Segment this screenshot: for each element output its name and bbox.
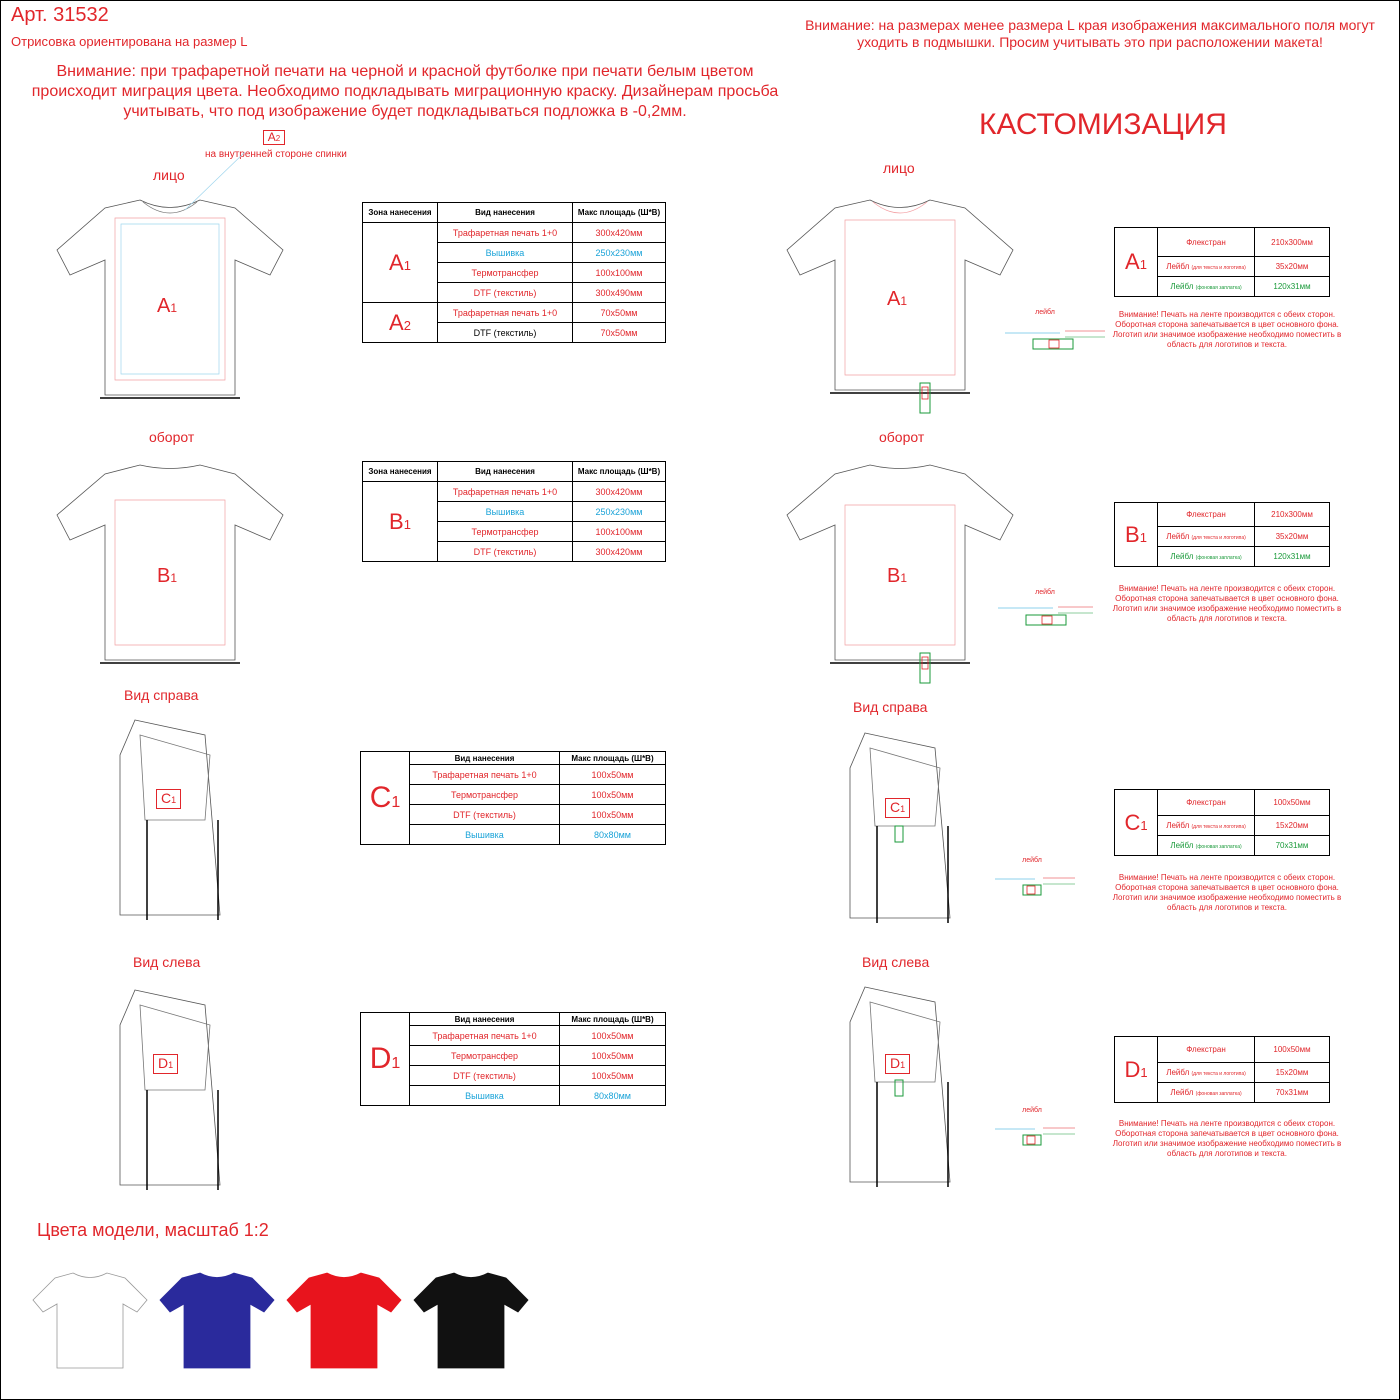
area-cell: 100х50мм [560, 1026, 666, 1046]
area-cell: 300х420мм [573, 223, 666, 243]
method-cell: DTF (текстиль) [438, 323, 573, 343]
a2-marker: A2 [263, 130, 285, 145]
zone-b1-cell: B1 [363, 482, 438, 562]
header-method: Вид нанесения [438, 203, 573, 223]
table-header-row [363, 462, 666, 482]
custom-zone-c1-marker: C1 [885, 798, 910, 818]
area-cell: 100х100мм [573, 522, 666, 542]
table-zone-d [360, 1012, 666, 1106]
table-row [363, 223, 666, 243]
area-cell: 120х31мм [1255, 547, 1330, 567]
method-cell: DTF (текстиль) [438, 283, 573, 303]
label-caption: лейбл [1022, 1107, 1042, 1114]
size-note: Отрисовка ориентирована на размер L [11, 34, 248, 49]
colors-title: Цвета модели, масштаб 1:2 [37, 1220, 269, 1240]
left-side-drawing [115, 985, 225, 1195]
method-cell: Вышивка [438, 243, 573, 263]
area-cell: 300х420мм [573, 542, 666, 562]
area-cell: 100х50мм [560, 805, 666, 825]
custom-table-b [1114, 502, 1330, 567]
custom-table-c [1114, 789, 1330, 856]
right-side-drawing [115, 715, 225, 925]
label-diagram [995, 873, 1080, 898]
area-cell: 100х100мм [573, 263, 666, 283]
zone-d1-cell: D1 [361, 1013, 410, 1106]
area-cell: 100х50мм [1255, 1037, 1330, 1063]
method-cell: Трафаретная печать 1+0 [410, 765, 560, 785]
custom-note: Внимание! Печать на ленте производится с обеих сторон. Оборотная сторона запечатывается в цвет основного фона. Логотип или значимое изображение необходимо поместить в область для логотипов и текста. [1112, 310, 1342, 349]
method-cell: DTF (текстиль) [410, 805, 560, 825]
header-method: Вид нанесения [410, 1013, 560, 1026]
color-swatch-tshirt [33, 1270, 148, 1370]
right-view-label: Вид справа [124, 687, 199, 703]
method-cell: Трафаретная печать 1+0 [438, 303, 573, 323]
table-row [1115, 790, 1330, 816]
method-cell: Вышивка [410, 825, 560, 845]
method-cell: Трафаретная печать 1+0 [438, 223, 573, 243]
header-method: Вид нанесения [438, 462, 573, 482]
table-row [1115, 503, 1330, 527]
area-cell: 250х230мм [573, 502, 666, 522]
area-cell: 100х50мм [560, 1046, 666, 1066]
label-diagram [995, 1123, 1080, 1148]
zone-d1-marker: D1 [153, 1054, 178, 1074]
label-text-cell: Лейбл (для текста и логотипа) [1158, 527, 1255, 547]
area-cell: 100х50мм [1255, 790, 1330, 816]
header-zone: Зона нанесения [363, 203, 438, 223]
label-text-cell: Лейбл (для текста и логотипа) [1158, 816, 1255, 836]
zone-b1-label: B1 [157, 565, 178, 587]
area-cell: 100х50мм [560, 785, 666, 805]
color-swatch-tshirt [414, 1270, 529, 1370]
area-cell: 15х20мм [1255, 1063, 1330, 1083]
flex-cell: Флекстран [1158, 228, 1255, 257]
custom-note: Внимание! Печать на ленте производится с обеих сторон. Оборотная сторона запечатывается в цвет основного фона. Логотип или значимое изображение необходимо поместить в область для логотипов и текста. [1112, 584, 1342, 623]
area-cell: 80х80мм [560, 1086, 666, 1106]
table-row [363, 482, 666, 502]
area-cell: 100х50мм [560, 765, 666, 785]
zone-a2-cell: A2 [363, 303, 438, 343]
method-cell: Термотрансфер [438, 263, 573, 283]
custom-note: Внимание! Печать на ленте производится с обеих сторон. Оборотная сторона запечатывается в цвет основного фона. Логотип или значимое изображение необходимо поместить в область для логотипов и текста. [1112, 1119, 1342, 1158]
header-zone: Зона нанесения [363, 462, 438, 482]
table-row [1115, 1037, 1330, 1063]
custom-zone-b1-label: B1 [887, 565, 908, 587]
header-area: Макс площадь (Ш*В) [560, 752, 666, 765]
zone-a1-cell: A1 [363, 223, 438, 303]
header-area: Макс площадь (Ш*В) [560, 1013, 666, 1026]
area-cell: 70х50мм [573, 323, 666, 343]
label-caption: лейбл [1022, 857, 1042, 864]
table-zone-b [362, 461, 666, 562]
area-cell: 15х20мм [1255, 816, 1330, 836]
area-cell: 300х490мм [573, 283, 666, 303]
method-cell: Трафаретная печать 1+0 [438, 482, 573, 502]
table-header-row [363, 203, 666, 223]
zone-c1-marker: C1 [156, 789, 181, 809]
front-view-label: лицо [153, 167, 185, 183]
label-caption: лейбл [1035, 589, 1055, 596]
article-number: Арт. 31532 [11, 4, 109, 26]
table-row [363, 303, 666, 323]
label-bg-cell: Лейбл (фоновая заплатка) [1158, 836, 1255, 856]
custom-table-a [1114, 227, 1330, 297]
zone-a1-label: A1 [157, 295, 178, 317]
area-cell: 35х20мм [1255, 257, 1330, 277]
custom-table-d [1114, 1036, 1330, 1103]
method-cell: DTF (текстиль) [438, 542, 573, 562]
color-swatch-tshirt [287, 1270, 402, 1370]
label-diagram [1005, 325, 1105, 355]
color-swatch-tshirt [160, 1270, 275, 1370]
a2-note: на внутренней стороне спинки [205, 149, 347, 160]
method-cell: Термотрансфер [410, 785, 560, 805]
label-text-cell: Лейбл (для текста и логотипа) [1158, 1063, 1255, 1083]
label-diagram [998, 603, 1098, 633]
table-row [1115, 228, 1330, 257]
method-cell: Трафаретная печать 1+0 [410, 1026, 560, 1046]
area-cell: 70х50мм [573, 303, 666, 323]
area-cell: 120х31мм [1255, 277, 1330, 297]
header-area: Макс площадь (Ш*В) [573, 203, 666, 223]
area-cell: 250х230мм [573, 243, 666, 263]
method-cell: Термотрансфер [438, 522, 573, 542]
custom-left-label: Вид слева [862, 954, 930, 970]
label-bg-cell: Лейбл (фоновая заплатка) [1158, 277, 1255, 297]
label-text-cell: Лейбл (для текста и логотипа) [1158, 257, 1255, 277]
custom-note: Внимание! Печать на ленте производится с обеих сторон. Оборотная сторона запечатывается в цвет основного фона. Логотип или значимое изображение необходимо поместить в область для логотипов и текста. [1112, 873, 1342, 912]
area-cell: 210х300мм [1255, 228, 1330, 257]
area-cell: 100х50мм [560, 1066, 666, 1086]
custom-zone-c1-cell: C1 [1115, 790, 1158, 856]
table-header-row [361, 752, 666, 765]
method-cell: Вышивка [438, 502, 573, 522]
custom-zone-d1-marker: D1 [885, 1054, 910, 1074]
header-area: Макс площадь (Ш*В) [573, 462, 666, 482]
custom-right-label: Вид справа [853, 699, 928, 715]
flex-cell: Флекстран [1158, 1037, 1255, 1063]
custom-zone-d1-cell: D1 [1115, 1037, 1158, 1103]
label-bg-cell: Лейбл (фоновая заплатка) [1158, 547, 1255, 567]
area-cell: 70х31мм [1255, 1083, 1330, 1103]
left-view-label: Вид слева [133, 954, 201, 970]
custom-front-label: лицо [883, 160, 915, 176]
custom-right-side [845, 728, 955, 933]
table-header-row [361, 1013, 666, 1026]
area-cell: 70х31мм [1255, 836, 1330, 856]
area-cell: 300х420мм [573, 482, 666, 502]
customization-title: КАСТОМИЗАЦИЯ [979, 108, 1227, 141]
back-view-label: оборот [149, 429, 195, 445]
custom-zone-a1-label: A1 [887, 288, 908, 310]
method-cell: Вышивка [410, 1086, 560, 1106]
table-zone-c [360, 751, 666, 845]
custom-zone-a1-cell: A1 [1115, 228, 1158, 297]
area-cell: 80х80мм [560, 825, 666, 845]
custom-zone-b1-cell: B1 [1115, 503, 1158, 567]
method-cell: DTF (текстиль) [410, 1066, 560, 1086]
migration-warning: Внимание: при трафаретной печати на черной и красной футболке при печати белым цветом происходит миграция цвета. Необходимо подкладывать миграционную краску. Дизайнерам просьба учитывать, что под изображение будет подкладываться подложка в -0,2мм. [31, 63, 779, 120]
table-zone-a [362, 202, 666, 343]
custom-left-side [845, 982, 955, 1187]
custom-back-label: оборот [879, 429, 925, 445]
flex-cell: Флекстран [1158, 790, 1255, 816]
flex-cell: Флекстран [1158, 503, 1255, 527]
method-cell: Термотрансфер [410, 1046, 560, 1066]
label-bg-cell: Лейбл (фоновая заплатка) [1158, 1083, 1255, 1103]
size-warning: Внимание: на размерах менее размера L края изображения максимального поля могут уходить в подмышки. Просим учитывать это при расположении макета! [805, 17, 1375, 50]
label-caption: лейбл [1035, 309, 1055, 316]
area-cell: 210х300мм [1255, 503, 1330, 527]
area-cell: 35х20мм [1255, 527, 1330, 547]
zone-c1-cell: C1 [361, 752, 410, 845]
header-method: Вид нанесения [410, 752, 560, 765]
